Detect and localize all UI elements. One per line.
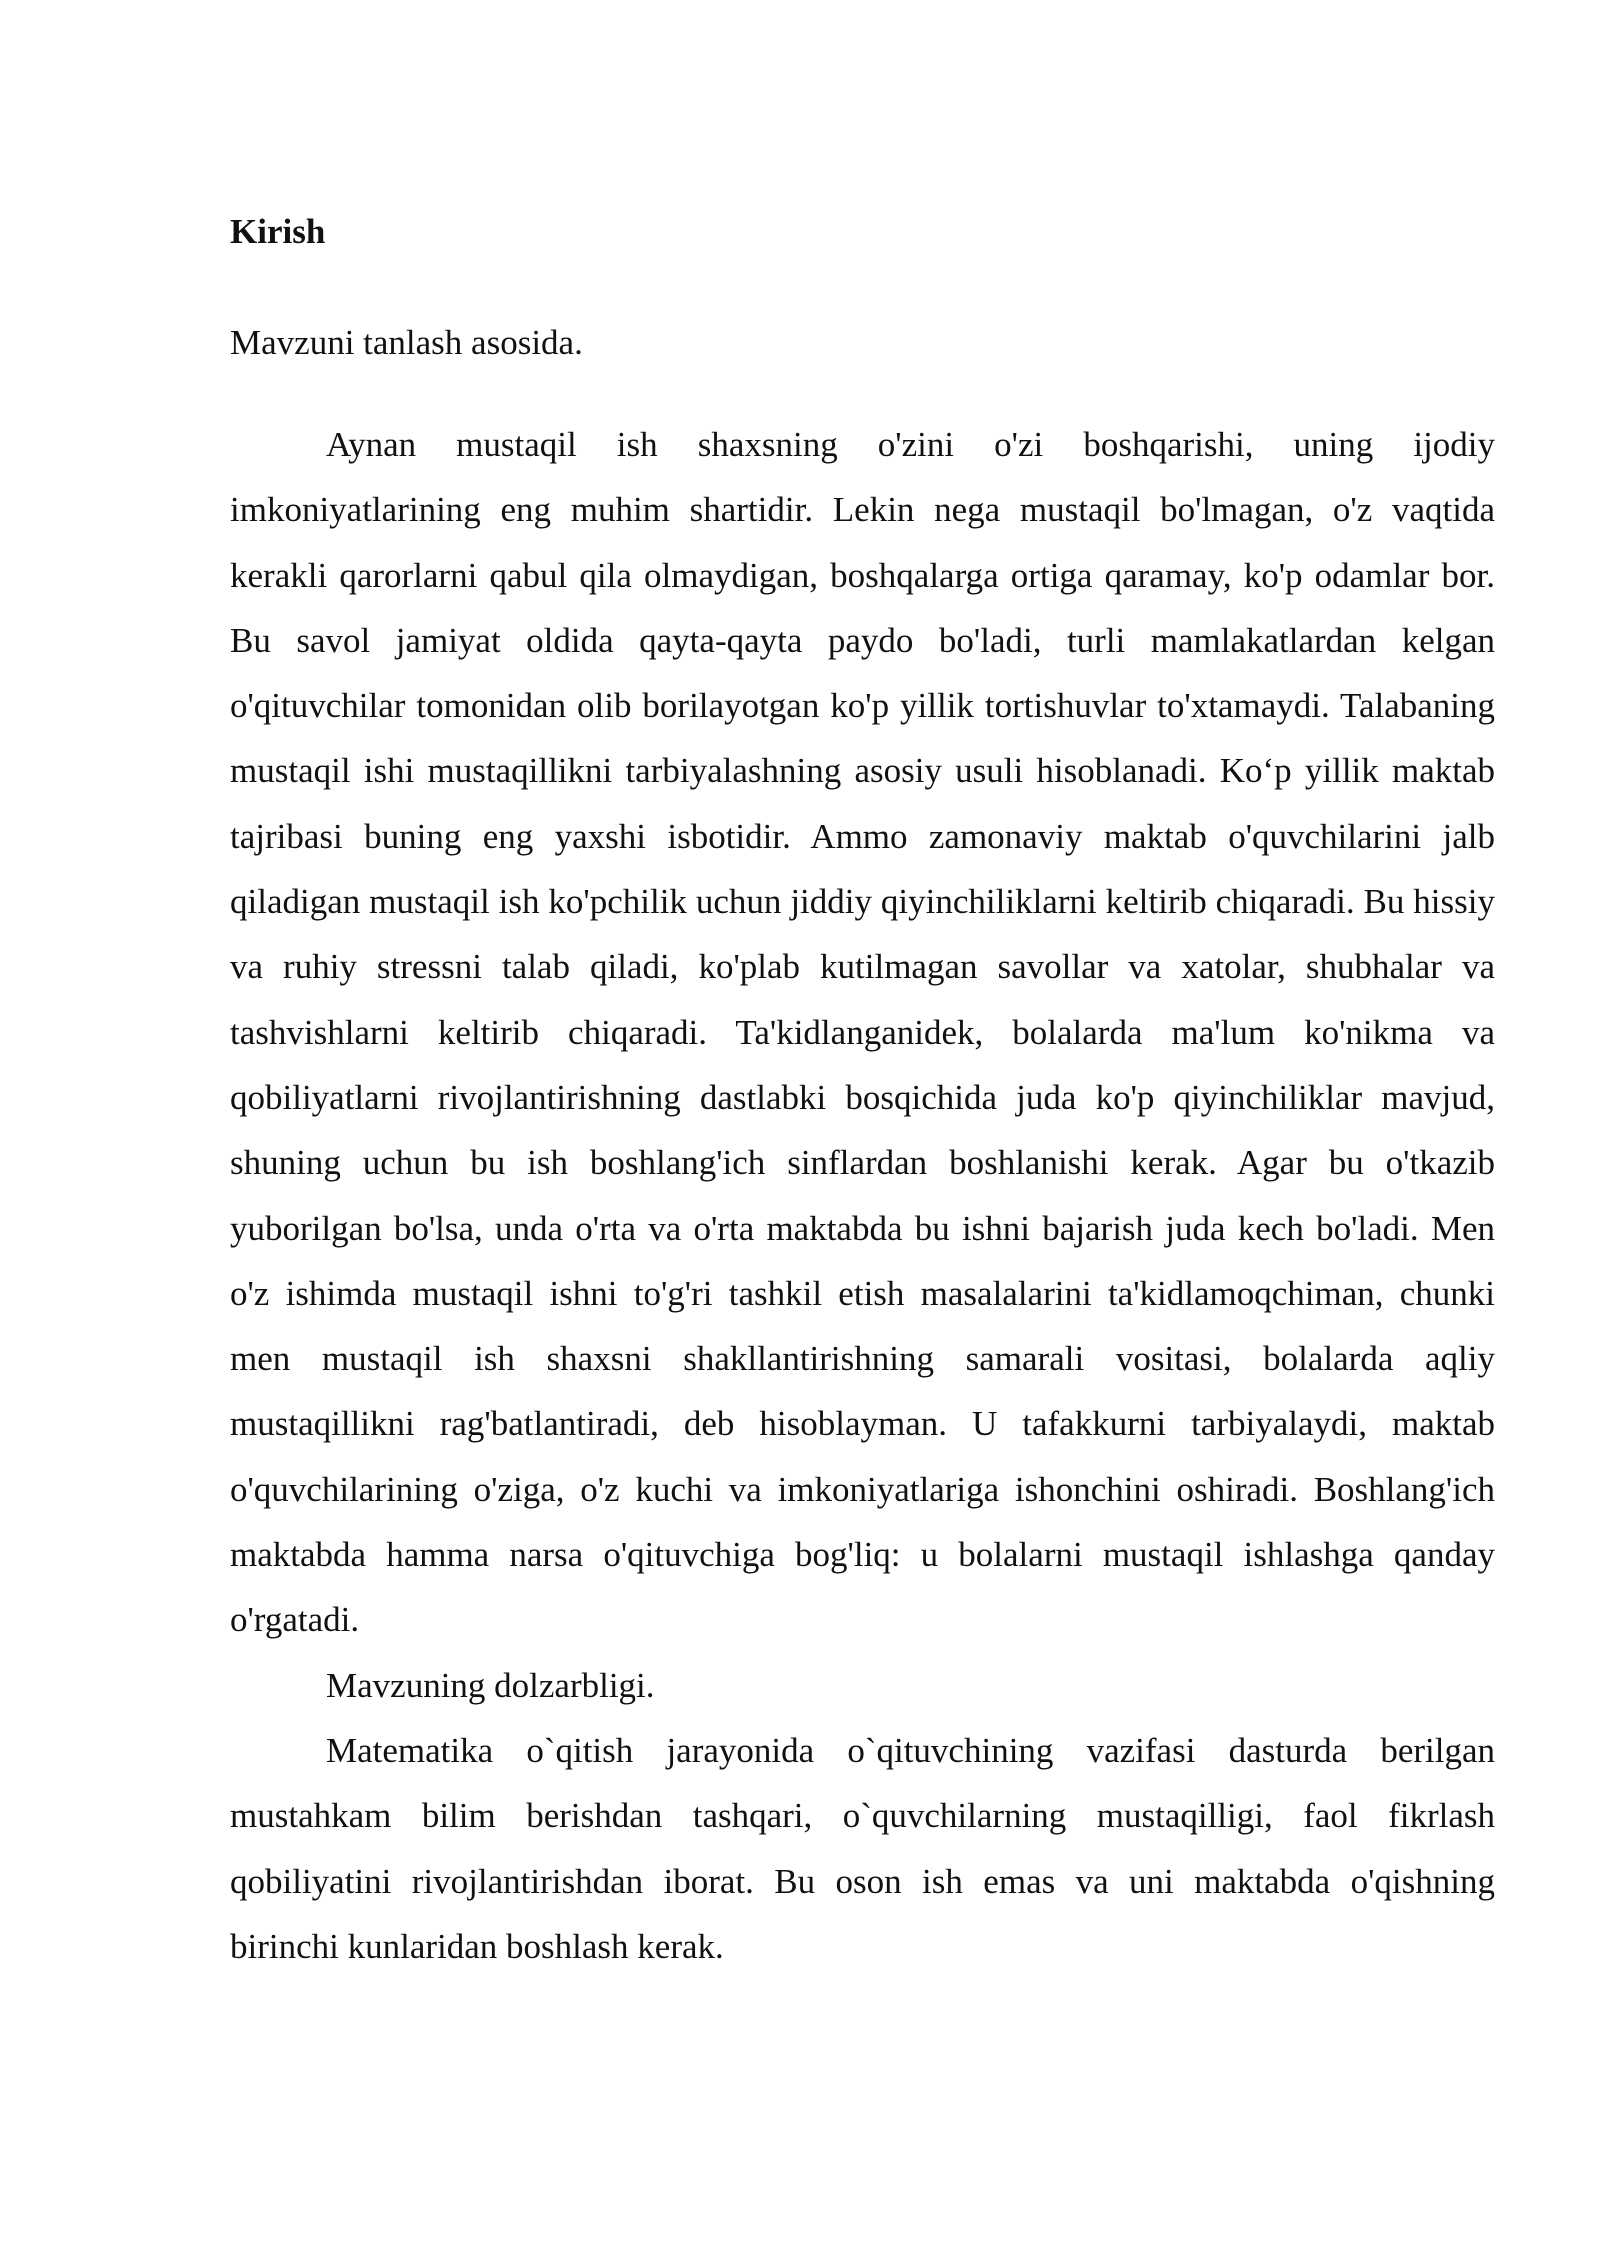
section-heading: Kirish (230, 212, 326, 251)
section-subtitle: Mavzuni tanlash asosida. (230, 323, 583, 362)
body-paragraph-2: Matematika o`qitish jarayonida o`qituvchining vazifasi dasturda berilgan mustahkam bilim berishdan tashqari, o`quvchilarning mustaqilligi, faol fikrlash qobiliyatini rivojlantirishdan iborat. Bu oson ish emas va uni maktabda o'qishning birinchi kunlaridan boshlash kerak. (230, 1730, 1495, 1966)
document-body (230, 212, 1495, 1979)
body-paragraph-1: Aynan mustaqil ish shaxsning o'zini o'zi boshqarishi, uning ijodiy imkoniyatlarining eng muhim shartidir. Lekin nega mustaqil bo'lmagan, o'z vaqtida kerakli qarorlarni qabul qila olmaydigan, boshqalarga ortiga qaramay, ko'p odamlar bor. Bu savol jamiyat oldida qayta-qayta paydo bo'ladi, turli mamlakatlardan kelgan o'qituvchilar tomonidan olib borilayotgan ko'p yillik tortishuvlar to'xtamaydi. Talabaning mustaqil ishi mustaqillikni tarbiyalashning asosiy usuli hisoblanadi. Ko‘p yillik maktab tajribasi buning eng yaxshi isbotidir. Ammo zamonaviy maktab o'quvchilarini jalb qiladigan mustaqil ish ko'pchilik uchun jiddiy qiyinchiliklarni keltirib chiqaradi. Bu hissiy va ruhiy stressni talab qiladi, ko'plab kutilmagan savollar va xatolar, shubhalar va tashvishlarni keltirib chiqaradi. Ta'kidlanganidek, bolalarda ma'lum ko'nikma va qobiliyatlarni rivojlantirishning dastlabki bosqichida juda ko'p qiyinchiliklar mavjud, shuning uchun bu ish boshlang'ich sinflardan boshlanishi kerak. Agar bu o'tkazib yuborilgan bo'lsa, unda o'rta va o'rta maktabda bu ishni bajarish juda kech bo'ladi. Men o'z ishimda mustaqil ishni to'g'ri tashkil etish masalalarini ta'kidlamoqchiman, chunki men mustaqil ish shaxsni shakllantirishning samarali vositasi, bolalarda aqliy mustaqillikni rag'batlantiradi, deb hisoblayman. U tafakkurni tarbiyalaydi, maktab o'quvchilarining o'ziga, o'z kuchi va imkoniyatlariga ishonchini oshiradi. Boshlang'ich maktabda hamma narsa o'qituvchiga bog'liq: u bolalarni mustaqil ishlashga qanday o'rgatadi. (230, 425, 1495, 1640)
relevance-subheading: Mavzuning dolzarbligi. (326, 1665, 655, 1705)
